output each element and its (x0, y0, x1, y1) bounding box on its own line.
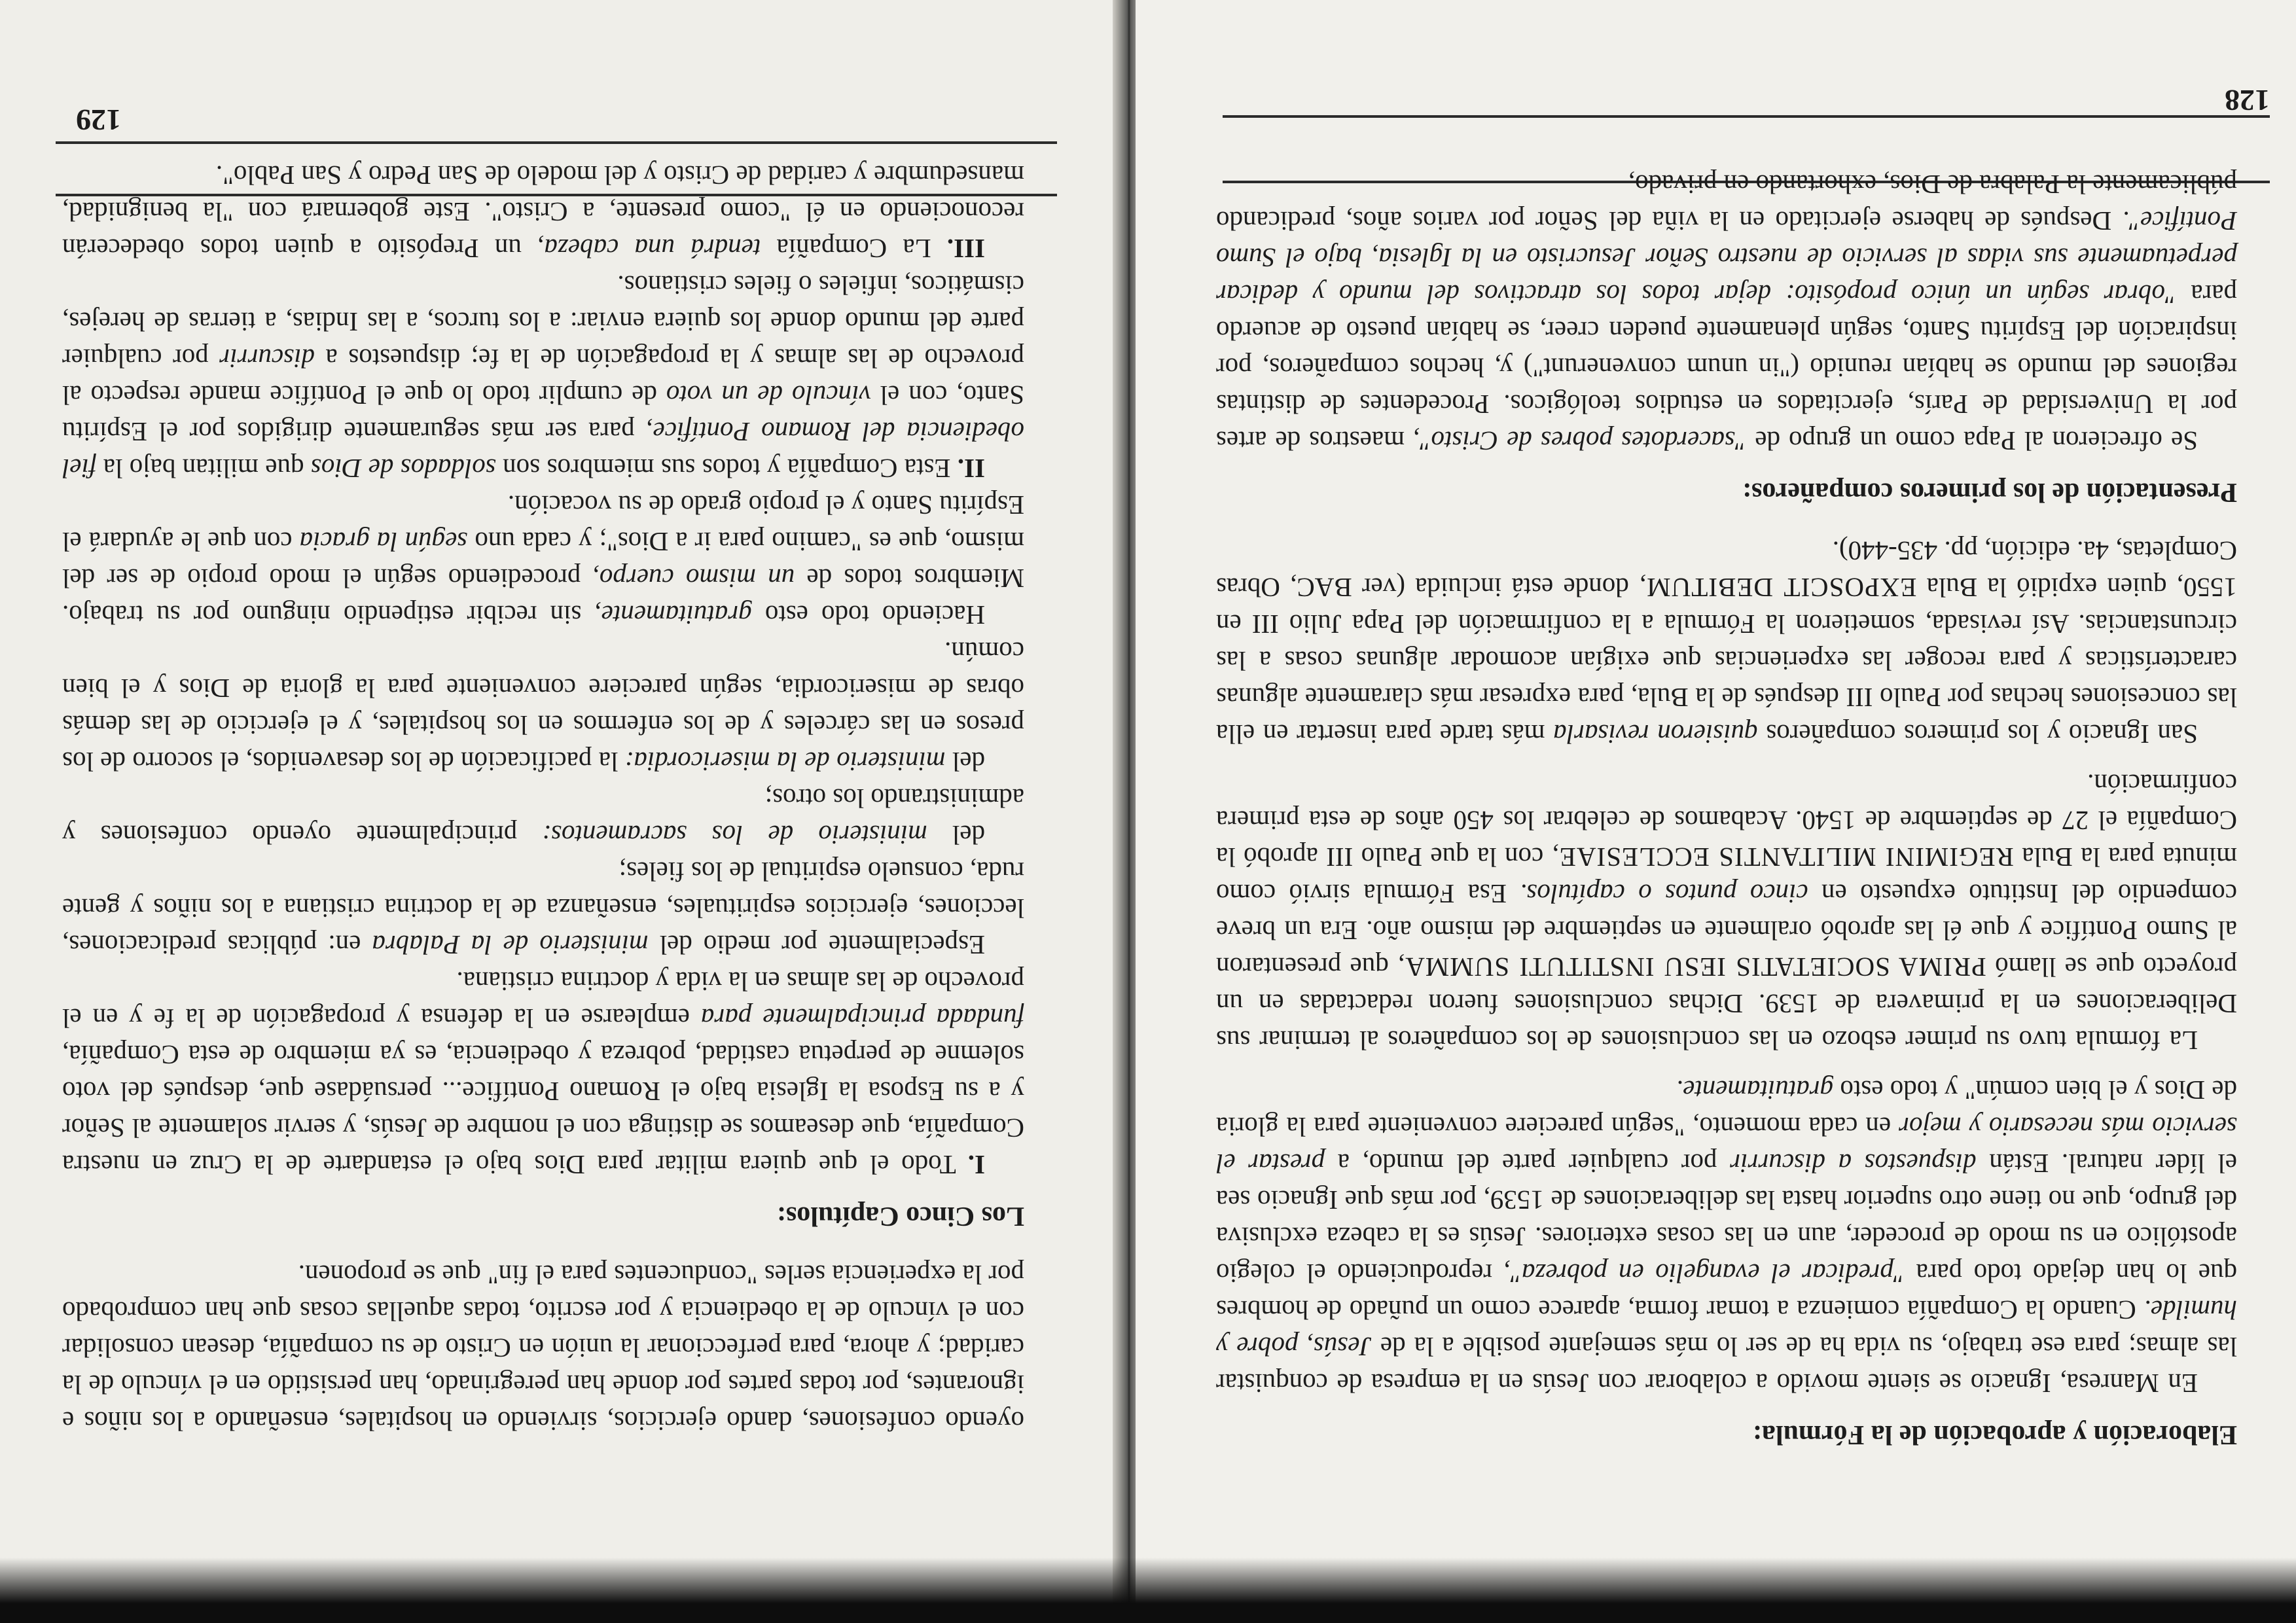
text-span: emplearse en la defensa y propagación de la fe y en el provecho de las almas en la vida y doctrina cristiana. (62, 967, 1024, 1033)
paragraph-companions (1216, 166, 2237, 459)
text-span: Cuando la Compañía comienza a tomar forma, aparece como un puñado de hombres que lo han dejado todo para (1216, 1258, 2237, 1325)
left-page-rotated-content (0, 0, 1122, 1623)
text-span: La Compañía (776, 234, 931, 264)
caps-span: EXPOSCIT DEBITUM, (1638, 573, 1917, 603)
italic-span: tendrá una cabeza, (537, 234, 761, 264)
italic-span: prestar el servicio más necesario y mejor (1215, 1112, 2237, 1179)
right-page (1136, 0, 2296, 1623)
text-span: San Ignacio y los primeros compañeros (1766, 719, 2198, 749)
text-span: de cumplir todo lo que el Pontífice mande respecto al provecho de las almas y la propagación de la fe; dispuestos a (62, 344, 1024, 410)
text-span: en: públicas predicaciones, lecciones, ejercicios espirituales, enseñanza de la doctrina cristiana a los niños y gente ruda, consuelo espiritual de los fieles; (62, 857, 1024, 960)
text-span: reproduciendo el colegio apostólico en su modo de proceder, aun en las cosas exteriores. Jesús es la cabeza exclusiva del grupo, que no tiene otro superior hasta las deliberaciones de 1539, por más que Ignacio sea el líder natural. Están (1215, 1149, 2237, 1289)
text-span: En Manresa, Ignacio se siente movido a colaborar con Jesús en la empresa de conquistar las almas; para ese trabajo, su vida ha de ser lo más semejante posible a la de (1216, 1332, 2237, 1399)
text-span: para ser más seguramente dirigidos por el Espíritu Santo, con el (62, 380, 1024, 447)
right-page-rotated-content (1136, 0, 2296, 1623)
chapter-i-ministry-sacraments (62, 780, 1024, 853)
chapter-i-gratuitously (62, 487, 1024, 633)
page-number: 129 (76, 103, 121, 137)
chapter-i (62, 963, 1024, 1183)
text-span: procediendo según el modo propio de ser del mismo, que es "camino para ir a Dios"; y cada uno (62, 527, 1024, 594)
chapter-i-ministry-word (62, 853, 1024, 963)
italic-span: Jesús, pobre y humilde. (1215, 1295, 2237, 1362)
text-span: por cualquier parte del mundo, a (1337, 1149, 1717, 1179)
text-span: La fórmula tuvo su primer esbozo en las conclusiones de los compañeros al terminar sus Deliberaciones en la primavera de 1539. Dichas conclusiones fueron redactadas en un proyecto que se llamó (1216, 952, 2237, 1056)
italic-span: cinco puntos o capítulos. (1520, 879, 1808, 909)
text-span: más tarde para insertar en ella las concesiones hechas por Paulo III después de la Bula, para expresar más claramente algunas características y para recoger las experiencias que exigían acomodar algunas cosas a las circunstancias. Así revisada, sometieron la Fórmula a la confirmación del Papa Julio III en 1550, quien expidió la Bula (1216, 573, 2237, 749)
chapter-number: I. (967, 1150, 985, 1180)
italic-span: "predicar el evangelio en pobreza", (1503, 1258, 1905, 1289)
chapter-iii (62, 157, 1024, 267)
left-page (0, 0, 1122, 1623)
chapter-ii (62, 267, 1024, 487)
italic-span: vínculo de un voto (666, 380, 871, 410)
text-span: Después de haberse ejercitado en la viña del Señor por varios años, predicando públicamente la Palabra de Dios, exhortando en privado, (1216, 169, 2237, 236)
page-number: 128 (2225, 84, 2270, 117)
chapter-i-ministry-mercy (62, 633, 1024, 780)
text-span: con que le ayudará el Espíritu Santo y el propio grado de su vocación. (62, 490, 1024, 557)
paragraph-formula (1216, 766, 2237, 1059)
intro-paragraph: oyendo confesiones, dando ejercicios, sirviendo en hospitales, enseñando a los niños e ignorantes, por todas partes por donde han peregrinado, han persistido en el vínculo de la caridad; y ahora, para perfeccionar la unión en Cristo de su compañía, desean consolidar con el vínculo de la obediencia y por escrito, todas aquellas cosas que han comprobado por la experiencia serles "conducentes para el fin" que se proponen. (62, 1260, 1024, 1436)
text-span: Especialmente por medio del (659, 930, 985, 960)
paragraph-revision (1216, 533, 2237, 753)
italic-span: fiel obediencia del Romano Pontífice, (62, 417, 1024, 484)
italic-span: ministerio de la Palabra (372, 930, 649, 960)
chapter-number: III. (946, 234, 985, 264)
italic-span: dispuestos a discurrir (1730, 1149, 1977, 1179)
scan-edge-shadow (0, 1558, 2296, 1623)
italic-span: un mismo cuerpo, (592, 563, 795, 594)
text-span: Haciendo todo esto (764, 600, 985, 630)
header-rule (56, 141, 1057, 144)
paragraph-manresa (1216, 1072, 2237, 1402)
text-span: sin recibir estipendio ninguno por su trabajo. Miembros todos de (62, 563, 1024, 630)
text-span: un Prepósito a quien todos obedecerán reconociendo en él "como presente, a Cristo". Este gobernará con "la benignidad, mansedumbre y caridad de Cristo y del modelo de San Pedro y San Pablo". (62, 160, 1024, 264)
italic-span: discurrir (219, 344, 315, 374)
italic-span: ministerio de los sacramentos: (542, 820, 927, 850)
text-span: que militan bajo la (103, 454, 304, 484)
italic-span: quisieron revisarla (1553, 719, 1758, 749)
caps-span: PRIMA SOCIETATIS IESU INSTITUTI SUMMA, (1397, 952, 1986, 982)
text-span: por cualquier parte del mundo donde los quiera enviar: a los turcos, a las Indias, a tierras de herejes, cismáticos, infieles o fieles cristianos. (62, 270, 1024, 374)
italic-span: según la gracia (299, 527, 468, 557)
text-span: Todo el que quiera militar para Dios bajo el estandarte de la Cruz en nuestra Compañía, que deseamos se distinga con el nombre de Jesús, y servir solamente al Señor y a su Esposa la Iglesia bajo el Romano Pontífice... persuádase que, después del voto solemne de perpetua castidad, pobreza y obediencia, es ya miembro de esta Compañía, (62, 1040, 1024, 1180)
text-span: Se ofrecieron al Papa como un grupo de (1755, 426, 2198, 456)
text-span: Esa Fórmula sirvió como minuta para la Bula (1216, 842, 2237, 909)
italic-span: gratuitamente, (594, 600, 752, 630)
section-title: Los Cinco Capítulos: (776, 1201, 1024, 1231)
text-span: del (952, 820, 985, 850)
section-title: Presentación de los primeros compañeros: (1742, 477, 2237, 507)
right-page-text (1216, 166, 2237, 1453)
header-rule (1223, 115, 2270, 118)
italic-span: dejar todos los atractivos del mundo y dedicar perpetuamente sus vidas al servicio de nuestro Señor Jesucristo en la Iglesia, bajo el Sumo Pontífice". (1215, 206, 2237, 310)
chapter-number: II. (957, 454, 985, 484)
text-span: Esta Compañía y todos sus miembros son (503, 454, 951, 484)
text-span: que presentaron al Sumo Pontífice y que él las aprobó oralmente en septiembre del mismo año. Era un breve compendio del Instituto expuesto en (1216, 879, 2237, 982)
text-span: principalmente oyendo confesiones y administrando los otros; (62, 783, 1024, 850)
text-span: donde está incluida (ver BAC, Obras Completas, 4a. edición, pp. 435-440). (1215, 536, 2237, 603)
text-span: maestros de artes por la Universidad de París, ejercitados en estudios teológicos. Procedentes de distintas regiones del mundo se habían reunido ("in unum convenerunt") y, hechos compañeros, por inspiración del Espíritu Santo, según plenamente pueden creer, se habían puesto de acuerdo para (1215, 279, 2237, 456)
italic-span: fundada principalmente para (700, 1003, 1024, 1033)
text-span: la pacificación de los desavenidos, el socorro de los presos en las cárceles y de los enfermos en los hospitales, y el ejercicio de las demás obras de misericordia, según pareciere conveniente para la gloria de Dios y el bien común. (62, 637, 1024, 777)
text-span: en cada momento, "según pareciere conveniente para la gloria de Dios y el bien común" y todo esto (1216, 1075, 2237, 1142)
text-span: con la que Paulo III aprobó la Compañía el 27 de septiembre de 1540. Acabamos de celebrar los 450 años de esta primera confirmación. (1215, 769, 2237, 872)
italic-span: "sacerdotes pobres de Cristo", (1413, 426, 1747, 456)
caps-span: REGIMINI MILITANTIS ECCLESIAE, (1551, 842, 2014, 872)
italic-span: gratuitamente. (1676, 1075, 1834, 1105)
text-span: del (952, 747, 985, 777)
italic-span: "obrar según un único propósito: (1785, 279, 2177, 310)
italic-span: ministerio de la misericordia: (624, 747, 946, 777)
section-title: Elaboración y aprobación de la Fórmula: (1752, 1419, 2237, 1450)
italic-span: soldados de Dios (310, 454, 496, 484)
left-page-text (62, 157, 1024, 1440)
